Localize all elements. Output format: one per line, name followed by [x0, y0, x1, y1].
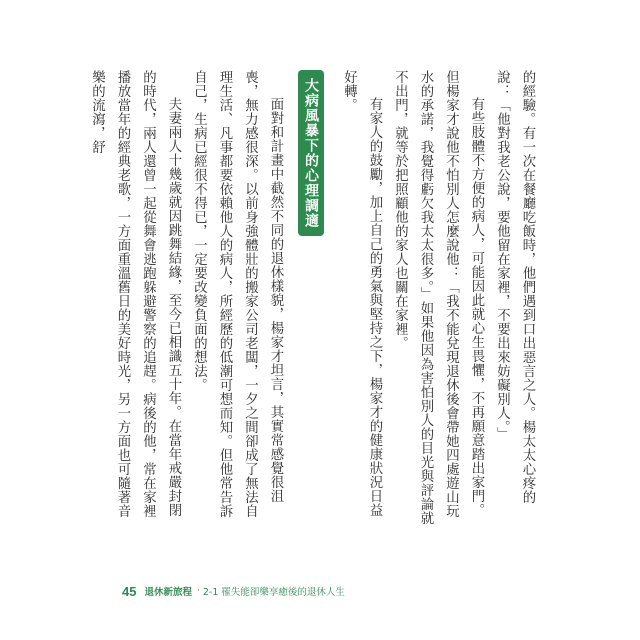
paragraph-2: 有些肢體不方便的病人，可能因此就心生畏懼，不再願意踏出家門。但楊家才說他不怕別人怎麼說他：「我不能兌現退休後會帶她四處遊山玩水的承諾，我覺得虧欠我太太很多。」如果他因為害怕別人的目光與評論就不出門，就等於把照顧他的家人也關在家裡。 [392, 70, 484, 526]
page-footer [122, 580, 345, 602]
paragraph-4: 面對和計畫中截然不同的退休樣貌，楊家才坦言，其實常感覺很沮喪，無力感很深。以前身強體壯的搬家公司老闆，一夕之間卻成了無法自理生活、凡事都要依賴他人的病人，所經歷的低潮可想而知。但他常告訴自己，生病已經很不得已，一定要改變負面的想法。 [191, 70, 283, 518]
paragraph-3: 有家人的鼓勵，加上自己的勇氣與堅持之下，楊家才的健康狀況日益好轉。 [341, 70, 382, 517]
paragraph-5: 夫妻兩人十幾歲就因跳舞結緣，至今已相識五十年。在當年戒嚴封閉的時代，兩人還曾一起從舞會逃跑躲避警察的追趕。病後的他，常在家裡播放當年的經典老歌，一方面重溫舊日的美好時光，另一方面也可隨著音樂的流瀉，舒 [89, 70, 181, 518]
running-section-title: 2-1 罹失能卻樂享癒後的退休人生 [202, 587, 345, 598]
running-chapter-title: 退休新旅程 [144, 587, 192, 598]
page-number: 45 [122, 583, 137, 599]
footer-separator: ‧ [196, 586, 200, 596]
vertical-body-text [89, 70, 540, 530]
section-heading: 大病風暴下的心理調適 [298, 70, 324, 236]
paragraph-1: 的經驗。有一次在餐廳吃飯時，他們遇到口出惡言之人。楊太太心疼的說：「他對我老公說，要他留在家裡，不要出來妨礙別人。」 [494, 70, 535, 504]
